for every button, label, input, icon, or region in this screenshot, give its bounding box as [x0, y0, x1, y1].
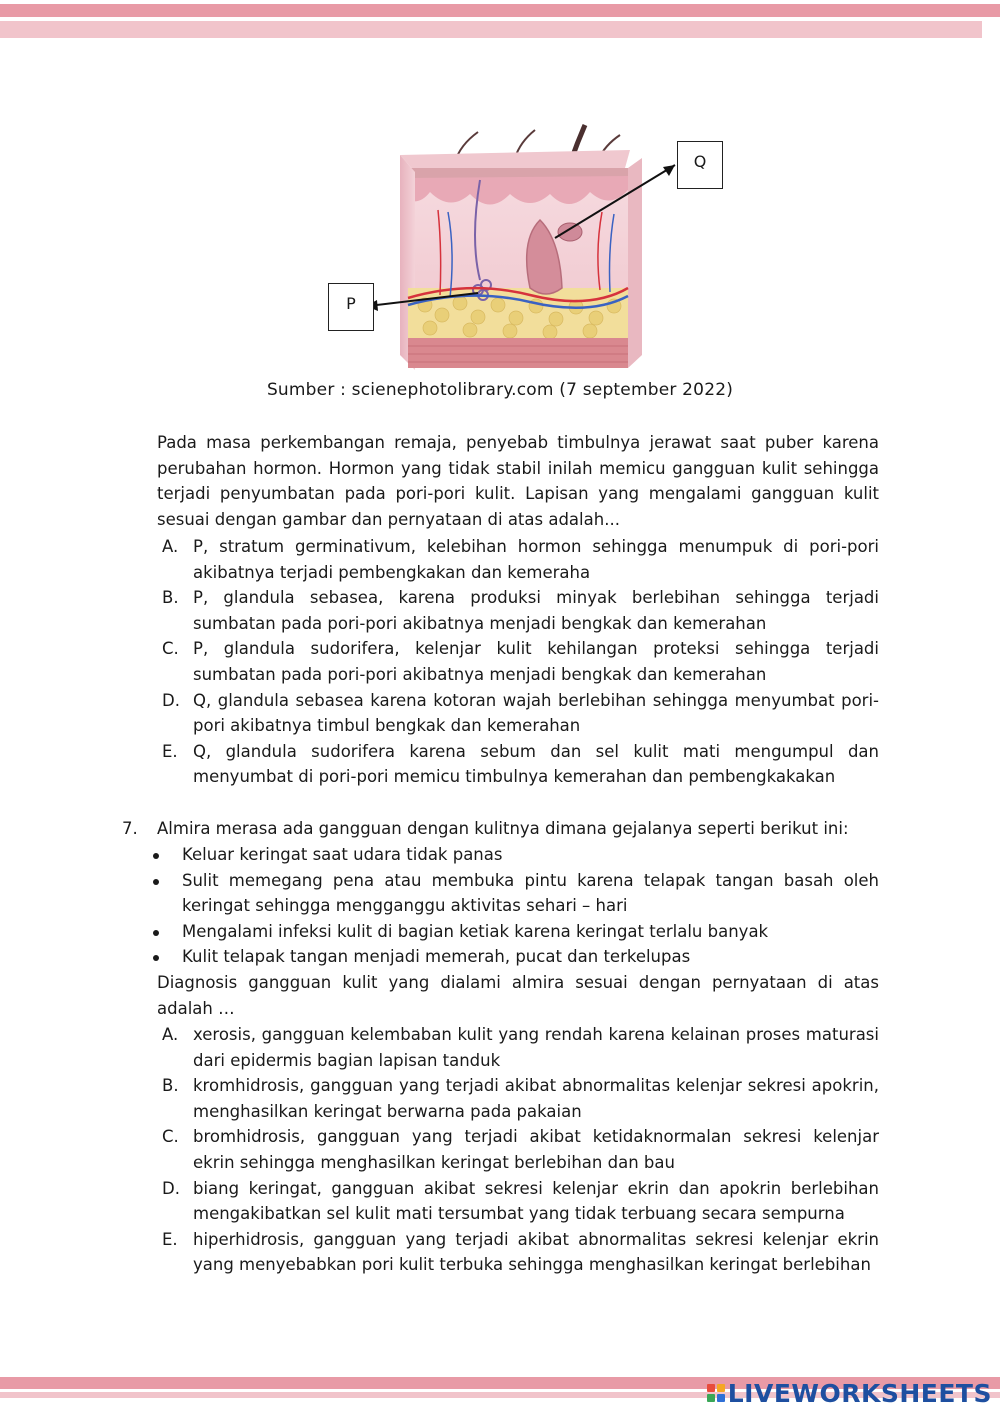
bullet-dot-icon	[153, 853, 159, 859]
option-letter: B.	[162, 588, 179, 608]
question7-intro: Almira merasa ada gangguan dengan kulitnya dimana gejalanya seperti berikut ini:	[157, 819, 849, 838]
question7-options	[157, 1022, 879, 1278]
question6-stem: Pada masa perkembangan remaja, penyebab timbulnya jerawat saat puber karena perubahan hormon. Hormon yang tidak stabil inilah memicu gangguan kulit sehingga terjadi penyumbatan pada pori-pori kulit. Lapisan yang mengalami gangguan kulit sesuai dengan gambar dan pernyataan di atas adalah...	[157, 433, 879, 529]
list-item	[157, 842, 879, 868]
list-item-text: Kulit telapak tangan menjadi memerah, pucat dan terkelupas	[182, 947, 691, 967]
question7-symptom-list	[157, 842, 879, 970]
figure-caption: Sumber : scienephotolibrary.com (7 september 2022)	[266, 380, 734, 400]
header-band-dark	[0, 4, 1000, 17]
list-item-text: Keluar keringat saat udara tidak panas	[182, 845, 503, 864]
option-letter: C.	[162, 639, 179, 659]
question6-option-a[interactable]	[157, 534, 879, 585]
option-letter: D.	[162, 690, 180, 710]
option-letter: E.	[162, 741, 178, 761]
label-p-box	[328, 283, 374, 331]
list-item	[157, 868, 879, 919]
option-text: P, glandula sudorifera, kelenjar kulit kehilangan proteksi sehingga terjadi sumbatan pada pori-pori akibatnya menjadi bengkak dan kemerahan	[193, 639, 879, 684]
question6-options	[157, 534, 879, 790]
bullet-dot-icon	[153, 930, 159, 936]
liveworksheets-logo[interactable]	[707, 1380, 992, 1406]
option-text: Q, glandula sudorifera karena sebum dan sel kulit mati mengumpul dan menyumbat di pori-pori memicu timbulnya kemerahan dan pembengkakakan	[193, 741, 879, 787]
question7-option-a[interactable]	[157, 1022, 879, 1073]
option-letter: A.	[162, 1025, 179, 1044]
option-letter: D.	[162, 1178, 180, 1198]
question7-number: 7.	[122, 819, 138, 838]
option-text: kromhidrosis, gangguan yang terjadi akibat abnormalitas kelenjar sekresi apokrin, menghasilkan keringat berwarna pada pakaian	[193, 1076, 879, 1121]
list-item	[157, 944, 879, 970]
label-q-box	[677, 141, 723, 189]
option-text: P, stratum germinativum, kelebihan hormon sehingga menumpuk di pori-pori akibatnya terjadi pembengkakan dan kemeraha	[193, 537, 879, 582]
question7-option-e[interactable]	[157, 1227, 879, 1278]
label-p: P	[346, 294, 356, 313]
question7-stem: Diagnosis gangguan kulit yang dialami almira sesuai dengan pernyataan di atas adalah …	[157, 973, 879, 1018]
liveworksheets-icon	[707, 1384, 725, 1402]
skin-diagram-svg	[330, 120, 730, 375]
question6-option-d[interactable]	[157, 688, 879, 739]
question7-option-b[interactable]	[157, 1073, 879, 1124]
option-text: bromhidrosis, gangguan yang terjadi akibat ketidaknormalan sekresi kelenjar ekrin sehingga menghasilkan keringat berlebihan dan bau	[193, 1127, 879, 1172]
question6-option-b[interactable]	[157, 585, 879, 636]
option-letter: E.	[162, 1229, 178, 1249]
question6-option-c[interactable]	[157, 636, 879, 687]
list-item-text: Sulit memegang pena atau membuka pintu karena telapak tangan basah oleh keringat sehingga mengganggu aktivitas sehari – hari	[182, 870, 879, 916]
brand-name: LIVEWORKSHEETS	[727, 1378, 992, 1408]
option-text: hiperhidrosis, gangguan yang terjadi akibat abnormalitas sekresi kelenjar ekrin yang menyebabkan pori kulit terbuka sehingga menghasilkan keringat berlebihan	[193, 1229, 879, 1275]
label-q: Q	[693, 152, 707, 171]
option-text: biang keringat, gangguan akibat sekresi kelenjar ekrin dan apokrin berlebihan mengakibatkan sel kulit mati tersumbat yang tidak terbuang secara sempurna	[193, 1178, 879, 1224]
option-letter: C.	[162, 1127, 179, 1147]
skin-diagram	[330, 120, 730, 375]
question7-option-c[interactable]	[157, 1124, 879, 1175]
question6-option-e[interactable]	[157, 739, 879, 790]
option-text: Q, glandula sebasea karena kotoran wajah berlebihan sehingga menyumbat pori-pori akibatnya timbul bengkak dan kemerahan	[193, 690, 879, 736]
list-item-text: Mengalami infeksi kulit di bagian ketiak karena keringat terlalu banyak	[182, 921, 769, 941]
bullet-dot-icon	[153, 879, 159, 885]
header-band-light	[0, 21, 982, 38]
option-text: P, glandula sebasea, karena produksi minyak berlebihan sehingga terjadi sumbatan pada pori-pori akibatnya menjadi bengkak dan kemerahan	[193, 588, 879, 633]
question7-option-d[interactable]	[157, 1176, 879, 1227]
list-item	[157, 919, 879, 945]
option-letter: B.	[162, 1076, 179, 1096]
option-letter: A.	[162, 537, 179, 556]
bullet-dot-icon	[153, 955, 159, 961]
option-text: xerosis, gangguan kelembaban kulit yang rendah karena kelainan proses maturasi dari epidermis bagian lapisan tanduk	[193, 1025, 879, 1070]
